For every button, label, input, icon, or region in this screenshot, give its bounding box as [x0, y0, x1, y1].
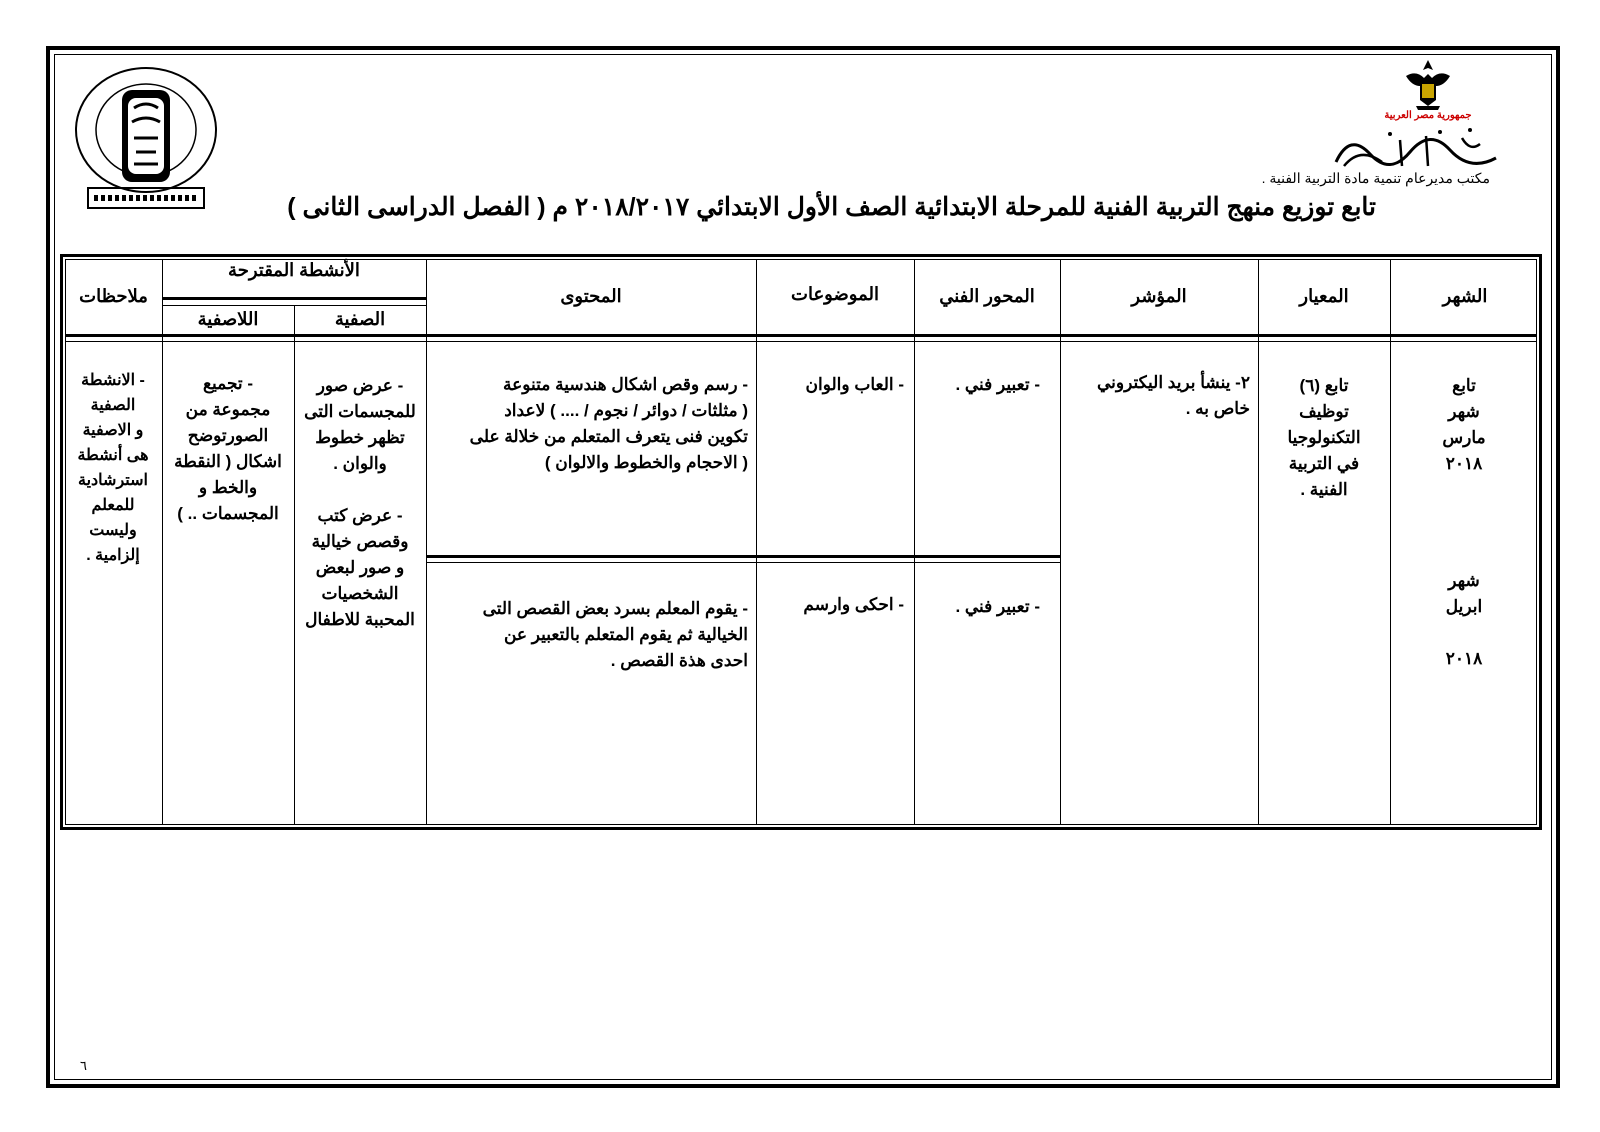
col-line-notes	[162, 259, 163, 825]
col-line-extracurricular	[294, 306, 295, 825]
classroom-line: تظهر خطوط	[315, 428, 405, 447]
notes-line: الصفية	[90, 397, 136, 414]
extracurricular-line: مجموعة من	[185, 400, 271, 419]
header-activities: الأنشطة المقترحة	[228, 260, 360, 280]
header-content: المحتوى	[560, 286, 622, 306]
classroom-line: والوان .	[333, 454, 387, 473]
notes-cell	[67, 368, 159, 568]
classroom-line: - عرض كتب	[317, 506, 403, 525]
content-line: - رسم وقص اشكال هندسية متنوعة	[502, 375, 748, 394]
eagle-emblem-icon	[1400, 56, 1456, 112]
classroom-line: للمجسمات التى	[304, 402, 416, 421]
header-bottom-line	[65, 334, 1537, 337]
activities-divider-thick	[162, 297, 426, 300]
notes-line: - الانشطة	[81, 372, 145, 389]
classroom-line: المحببة للاطفال	[305, 610, 415, 629]
classroom-line: وقصص خيالية	[311, 532, 409, 551]
classroom-line: الشخصيات	[321, 584, 399, 603]
classroom-activities-cell	[298, 373, 422, 633]
notes-line: استرشادية	[78, 472, 148, 489]
month-march-cell	[1392, 373, 1536, 477]
col-line-topics	[914, 259, 915, 825]
header-axis: المحور الفني	[939, 286, 1035, 306]
content-row1	[430, 372, 748, 476]
header-indicator: المؤشر	[1131, 286, 1187, 306]
header-bottom-line-2	[65, 341, 1537, 342]
topic-row1: - العاب والوان	[805, 375, 904, 394]
axis-row1: - تعبير فني .	[955, 375, 1040, 394]
office-label: مكتب مديرعام تنمية مادة التربية الفنية .	[1261, 170, 1490, 186]
standard-line: تابع (٦)	[1299, 376, 1349, 395]
standard-line: الفنية .	[1300, 480, 1348, 499]
month-line: شهر	[1448, 402, 1480, 421]
curriculum-table-inner	[65, 259, 1537, 825]
col-line-activities	[426, 259, 427, 825]
row-divider-thick	[426, 555, 1060, 558]
header-extracurricular: اللاصفية	[197, 309, 259, 329]
header-standard: المعيار	[1299, 286, 1349, 306]
classroom-line: و صور لبعض	[315, 558, 405, 577]
standard-cell	[1260, 373, 1388, 503]
extracurricular-activities-cell	[166, 371, 290, 527]
month-april-cell	[1392, 568, 1536, 672]
classroom-line: - عرض صور	[316, 376, 404, 395]
month-line: تابع	[1452, 376, 1476, 395]
content-line: - يقوم المعلم بسرد بعض القصص التى	[482, 599, 748, 618]
activities-divider	[162, 305, 426, 306]
indicator-line: خاص به .	[1185, 399, 1250, 418]
axis-row2: - تعبير فني .	[955, 597, 1040, 616]
extracurricular-line: اشكال ( النقطة	[174, 452, 282, 471]
col-line-axis	[1060, 259, 1061, 825]
page-number: ٦	[80, 1058, 87, 1073]
content-line: ( مثلثات / دوائر / نجوم / .... ) لاعداد	[504, 401, 748, 420]
month-line: ٢٠١٨	[1445, 649, 1483, 668]
content-row2	[430, 596, 748, 674]
header-notes: ملاحظات	[79, 286, 148, 306]
header-classroom: الصفية	[334, 309, 386, 329]
standard-line: في التربية	[1288, 454, 1360, 473]
republic-label: جمهورية مصر العربية	[1384, 110, 1472, 121]
row-divider	[426, 562, 1060, 563]
extracurricular-line: الصورتوضح	[187, 426, 269, 445]
header-month: الشهر	[1442, 286, 1488, 306]
month-line: ابريل	[1445, 597, 1483, 616]
col-line-indicator	[1258, 259, 1259, 825]
indicator-cell	[1064, 370, 1250, 422]
content-line: ( الاحجام والخطوط والالوان )	[544, 453, 748, 472]
month-line: ٢٠١٨	[1445, 454, 1483, 473]
month-line: مارس	[1442, 428, 1486, 447]
standard-line: توظيف	[1299, 402, 1349, 421]
col-line-content	[756, 259, 757, 825]
extracurricular-line: والخط و	[198, 478, 258, 497]
header-topics: الموضوعات	[791, 284, 879, 304]
classroom-line	[298, 477, 422, 503]
col-line-standard	[1390, 259, 1391, 825]
ministry-calligraphy-logo	[1330, 122, 1502, 172]
notes-line: إلزامية .	[86, 547, 140, 564]
advisor-seal-logo	[68, 60, 224, 216]
content-line: احدى هذة القصص .	[610, 651, 748, 670]
notes-line: و الاصفية	[82, 422, 144, 439]
notes-line: هى أنشطة	[77, 447, 149, 464]
standard-line: التكنولوجيا	[1287, 428, 1361, 447]
indicator-line: ٢- ينشأ بريد اليكتروني	[1097, 373, 1250, 392]
extracurricular-line: - تجميع	[202, 374, 254, 393]
notes-line: للمعلم	[91, 497, 135, 514]
content-line: الخيالية ثم يقوم المتعلم بالتعبير عن	[503, 625, 748, 644]
topic-row2: - احكى وارسم	[803, 595, 904, 614]
month-line: شهر	[1448, 571, 1480, 590]
notes-line: وليست	[89, 522, 137, 539]
document-title: تابع توزيع منهج التربية الفنية للمرحلة الابتدائية الصف الأول الابتدائي ٢٠١٨/٢٠١٧ م ( الفصل الدراسى الثانى )	[287, 193, 1376, 221]
extracurricular-line: المجسمات .. )	[177, 504, 279, 523]
content-line: تكوين فنى يتعرف المتعلم من خلالة على	[469, 427, 748, 446]
